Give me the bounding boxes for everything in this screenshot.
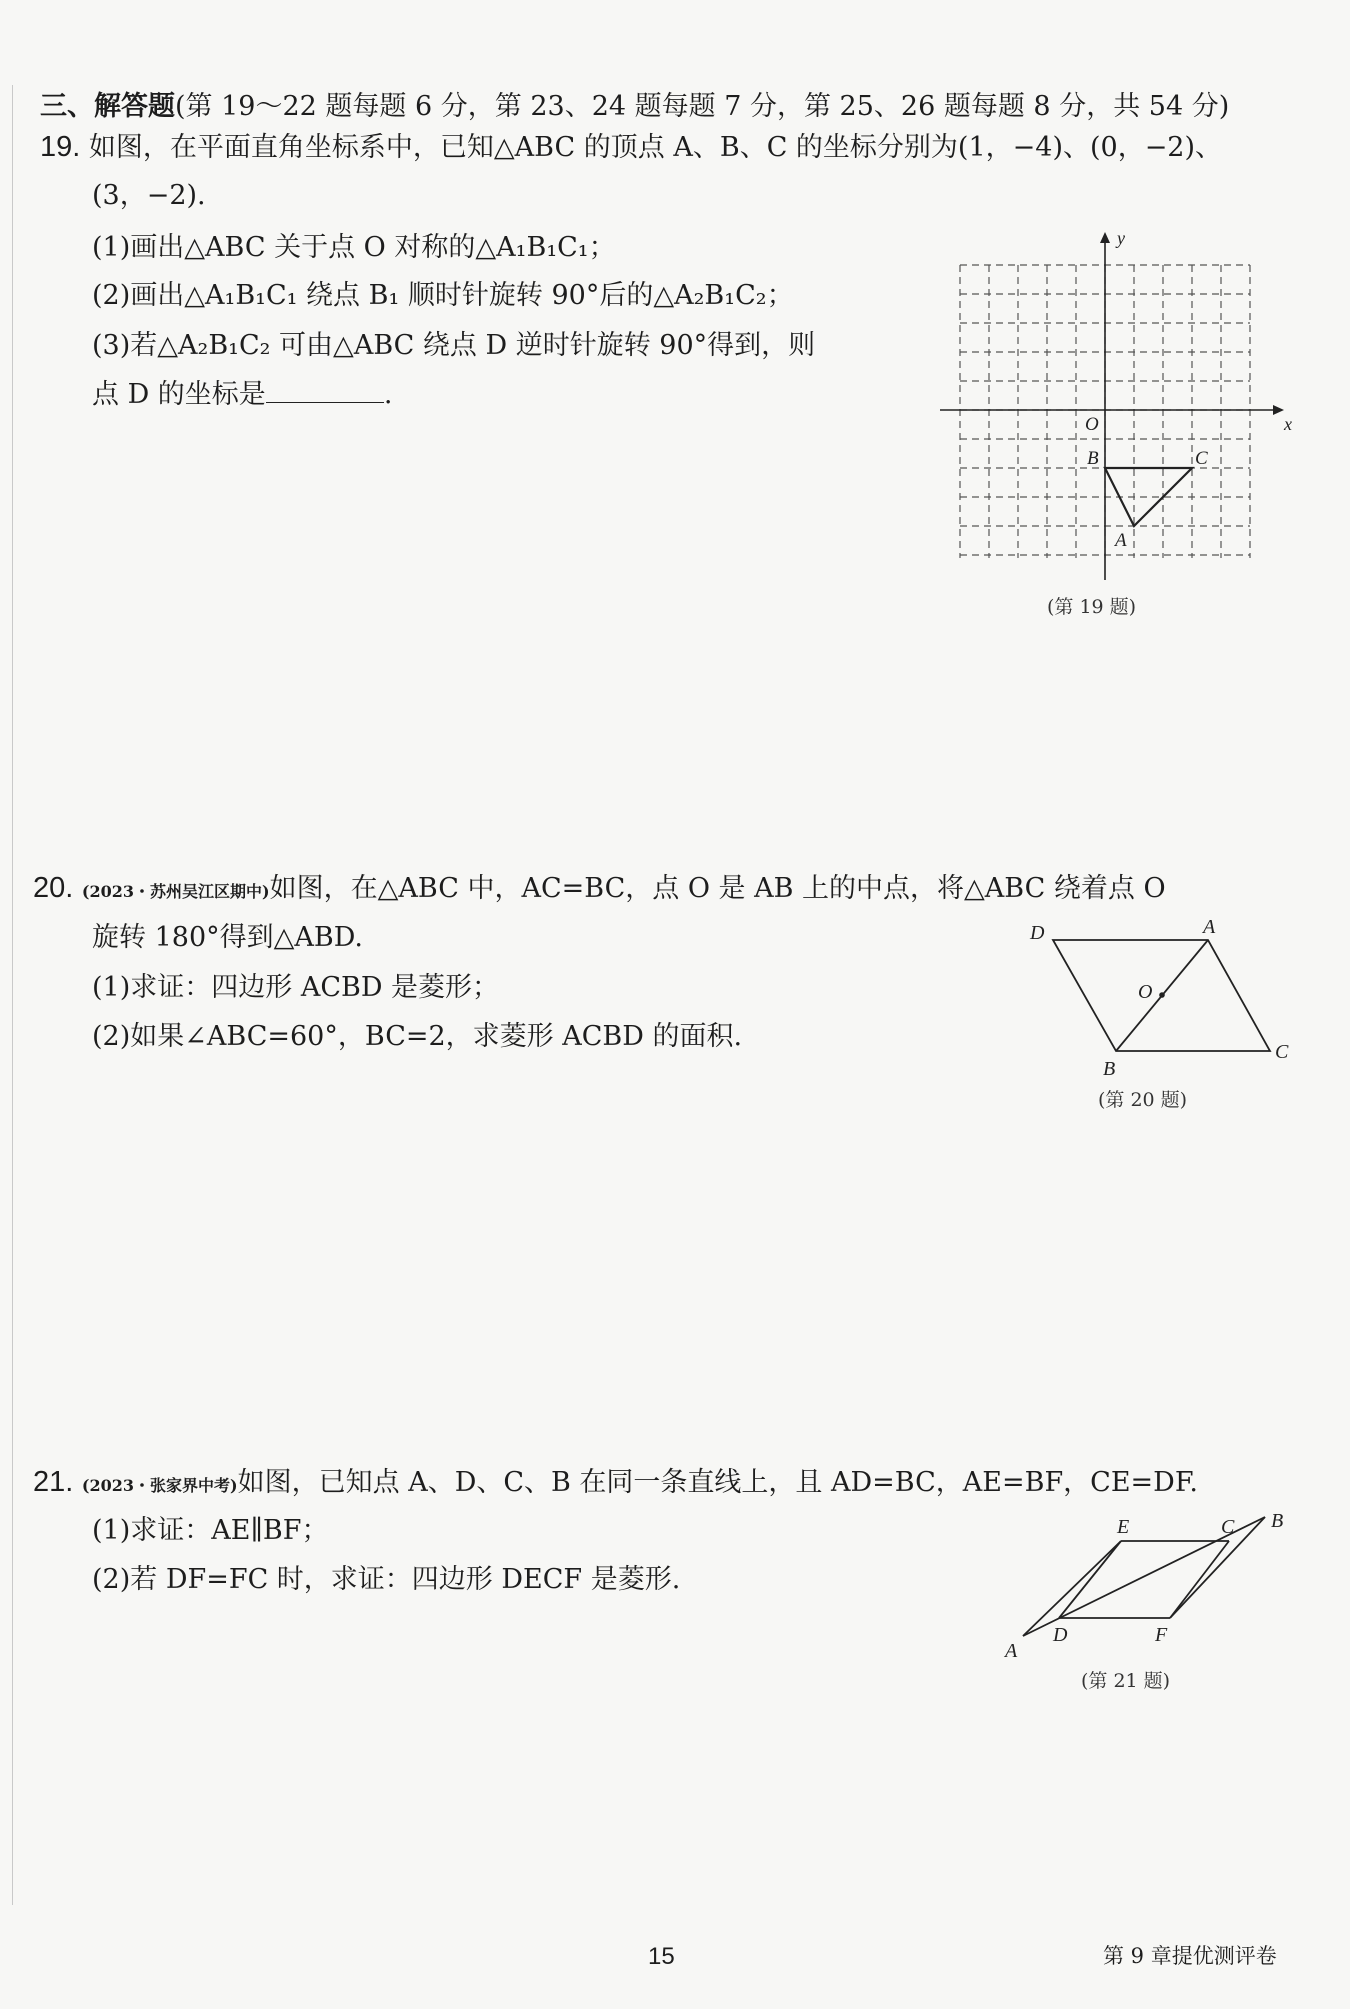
left-margin-line — [12, 85, 13, 1905]
q20-source: (2023・苏州吴江区期中) — [81, 882, 270, 901]
q20-stem-line2: 旋转 180°得到△ABD. — [92, 922, 363, 953]
q21-label-b: B — [1271, 1510, 1284, 1532]
q21-segment-ae — [1023, 1541, 1121, 1636]
q21-segment-de — [1059, 1541, 1121, 1618]
q20-label-c: C — [1275, 1041, 1289, 1063]
section-scoring-note: (第 19～22 题每题 6 分，第 23、24 题每题 7 分，第 25、26 题每题 8 分，共 54 分) — [175, 91, 1230, 122]
q21-label-e: E — [1117, 1516, 1130, 1538]
q20-label-d: D — [1030, 922, 1045, 944]
q19-part2: (2)画出△A₁B₁C₁ 绕点 B₁ 顺时针旋转 90°后的△A₂B₁C₂； — [92, 280, 794, 311]
q21-part1: (1)求证：AE∥BF； — [92, 1515, 329, 1546]
q19-figure-caption: (第 19 题) — [1047, 596, 1137, 618]
q20-label-o: O — [1138, 981, 1153, 1003]
q19-figure — [930, 228, 1300, 588]
q19-stem-line2: (3，−2). — [92, 180, 206, 211]
q21-segment-bf — [1170, 1517, 1265, 1618]
q21-number: 21. — [33, 1466, 74, 1498]
q19-y-axis-label: y — [1117, 228, 1125, 248]
q20-figure — [1020, 915, 1320, 1080]
q19-x-axis-label: x — [1284, 414, 1292, 434]
q19-stem-text1: 如图，在平面直角坐标系中，已知△ABC 的顶点 A、B、C 的坐标分别为(1，−4)、(0，−2)、 — [88, 132, 1223, 163]
q19-label-b: B — [1087, 448, 1099, 469]
section-title: 三、解答题 — [40, 91, 175, 122]
q21-source: (2023・张家界中考) — [81, 1476, 238, 1495]
q21-figure-caption: (第 21 题) — [1081, 1670, 1171, 1692]
q19-axes — [940, 232, 1284, 580]
q21-stem-line1 — [33, 1463, 1198, 1505]
q19-part1: (1)画出△ABC 关于点 O 对称的△A₁B₁C₁； — [92, 232, 616, 263]
q20-label-a: A — [1203, 916, 1216, 938]
q19-origin-label: O — [1085, 414, 1099, 435]
q19-part3-line1: (3)若△A₂B₁C₂ 可由△ABC 绕点 D 逆时针旋转 90°得到，则 — [92, 330, 816, 361]
q20-number: 20. — [33, 872, 74, 904]
q19-part3-line2 — [92, 376, 392, 414]
q19-label-a: A — [1115, 530, 1127, 551]
q21-label-a: A — [1005, 1640, 1018, 1662]
q19-number: 19. — [40, 131, 81, 163]
q19-stem-line1 — [40, 128, 1222, 167]
chapter-footer: 第 9 章提优测评卷 — [1103, 1944, 1277, 1968]
q21-label-d: D — [1053, 1624, 1068, 1646]
q20-stem-text1: 如图，在△ABC 中，AC=BC，点 O 是 AB 上的中点，将△ABC 绕着点 O — [269, 873, 1166, 904]
q20-point-o — [1159, 992, 1165, 998]
q19-answer-blank[interactable] — [266, 378, 384, 403]
q20-stem-line1 — [33, 869, 1166, 911]
q21-stem-text1: 如图，已知点 A、D、C、B 在同一条直线上，且 AD=BC，AE=BF，CE=DF. — [237, 1467, 1198, 1498]
section-heading — [40, 84, 1229, 123]
q20-figure-caption: (第 20 题) — [1098, 1089, 1188, 1111]
q21-label-c: C — [1221, 1516, 1235, 1538]
q21-figure — [995, 1505, 1305, 1665]
q20-part2: (2)如果∠ABC=60°，BC=2，求菱形 ACBD 的面积. — [92, 1021, 743, 1052]
q21-part2: (2)若 DF=FC 时，求证：四边形 DECF 是菱形. — [92, 1564, 681, 1595]
q21-segment-cf — [1170, 1541, 1229, 1618]
q20-part1: (1)求证：四边形 ACBD 是菱形； — [92, 972, 500, 1003]
q21-label-f: F — [1155, 1624, 1168, 1646]
q19-label-c: C — [1195, 448, 1208, 469]
q19-part3-prefix: 点 D 的坐标是 — [92, 379, 266, 410]
page-number: 15 — [648, 1943, 675, 1970]
q19-part3-suffix: . — [383, 379, 393, 410]
q20-label-b: B — [1103, 1058, 1116, 1080]
